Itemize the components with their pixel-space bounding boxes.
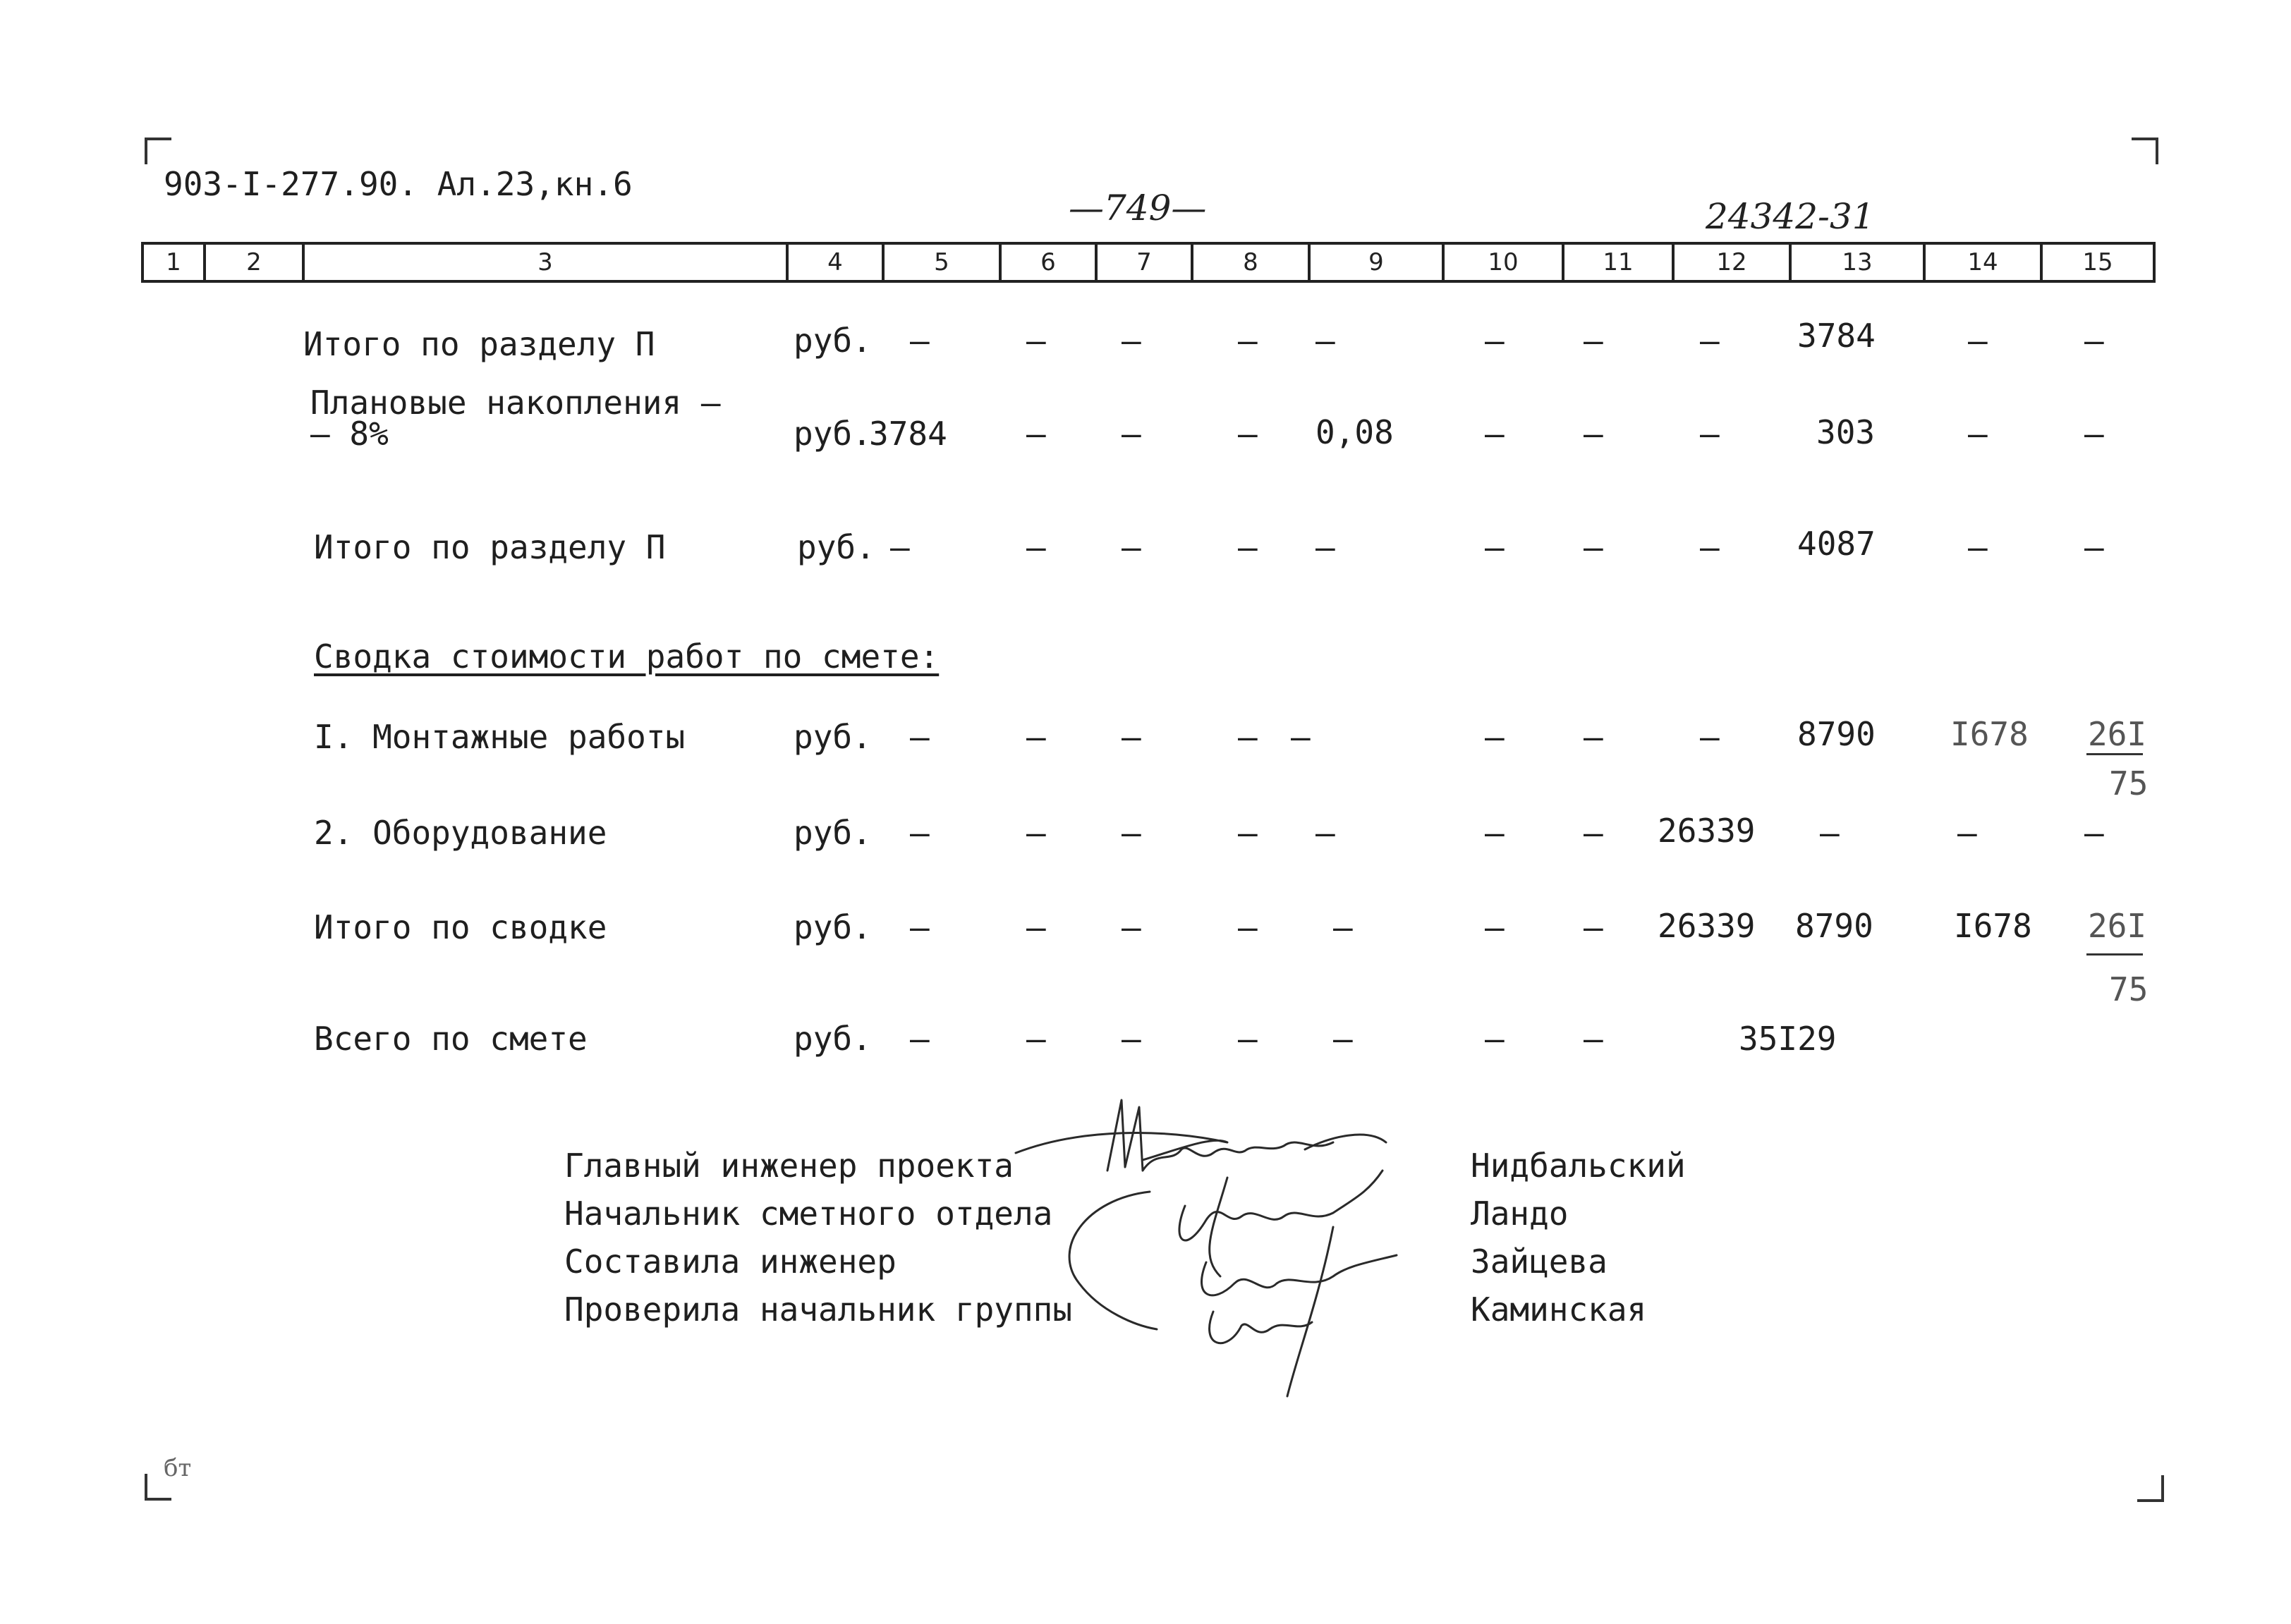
row-6-col12: 26339 [1658,907,1756,945]
page-number: —749— [1069,188,1207,228]
reference-number: 24342-31 [1706,196,1875,237]
row-5-col7: – [1122,814,1141,852]
row-6-unit: руб. [794,908,872,946]
header-col-10: 10 [1442,245,1562,280]
row-1-col8: – [1238,322,1258,360]
row-4-col12: – [1700,718,1720,756]
header-col-12: 12 [1672,245,1789,280]
row-1-col7: – [1122,322,1141,360]
row-2-col13: 303 [1816,413,1876,451]
signature-role-compiled-by: Составила инженер [564,1243,897,1281]
row-2-col6: – [1026,415,1046,453]
row-7-unit: руб. [794,1020,872,1058]
row-3-label: Итого по разделу П [314,528,666,566]
row-1-col13: 3784 [1797,317,1876,355]
row-1-col10: – [1485,322,1505,360]
row-2-col15: – [2084,415,2104,453]
row-3-col8: – [1238,528,1258,566]
row-5-col13: – [1820,814,1840,852]
row-6-col5: – [910,908,930,946]
signature-name-compiled-by: Зайцева [1471,1243,1608,1281]
header-col-3: 3 [302,245,786,280]
footer-mark: бт [164,1454,192,1482]
row-6-col6: – [1026,908,1046,946]
header-col-7: 7 [1095,245,1191,280]
signature-name-estimate-head: Ландо [1471,1195,1569,1233]
header-col-8: 8 [1191,245,1308,280]
row-5-col11: – [1584,814,1603,852]
row-4-col15-fraction-line [2086,753,2143,755]
row-1-col11: – [1584,322,1603,360]
document-code: 903-I-277.90. Ал.23,кн.6 [164,165,633,203]
signature-role-estimate-head: Начальник сметного отдела [564,1195,1053,1233]
header-col-1: 1 [166,248,181,276]
row-5-col12: 26339 [1658,812,1756,850]
row-4-col13: 8790 [1797,715,1876,753]
row-4-col6: – [1026,718,1046,756]
row-7-col6: – [1026,1020,1046,1058]
row-1-col12: – [1700,322,1720,360]
row-6-col7: – [1122,908,1141,946]
row-3-col11: – [1584,528,1603,566]
row-7-col11: – [1584,1020,1603,1058]
row-7-col5: – [910,1020,930,1058]
row-3-col14: – [1968,528,1988,566]
header-col-9: 9 [1308,245,1442,280]
row-4-col5: – [910,718,930,756]
row-7-col8: – [1238,1020,1258,1058]
row-2-col14: – [1968,415,1988,453]
row-5-label: 2. Оборудование [314,814,607,852]
row-5-col6: – [1026,814,1046,852]
row-2-label-line1: Плановые накопления – [310,384,721,422]
row-3-col15: – [2084,528,2104,566]
row-6-col11: – [1584,908,1603,946]
row-2-col11: – [1584,415,1603,453]
header-col-5: 5 [882,245,999,280]
row-2-col5: 3784 [869,415,947,453]
row-5-col10: – [1485,814,1505,852]
row-2-col9: 0,08 [1315,413,1394,451]
row-5-col15: – [2084,814,2104,852]
row-1-unit: руб. [794,322,872,360]
row-2-col12: – [1700,415,1720,453]
signature-role-chief-engineer: Главный инженер проекта [564,1147,1014,1185]
row-3-col13: 4087 [1797,525,1876,563]
column-header-row [141,242,2156,283]
summary-title: Сводка стоимости работ по смете: [314,637,940,676]
row-6-col15-fraction-line [2086,953,2143,956]
row-1-col6: – [1026,322,1046,360]
row-4-unit: руб. [794,718,872,756]
row-5-col14: – [1957,814,1977,852]
row-6-col9: – [1333,908,1353,946]
row-4-col7: – [1122,718,1141,756]
row-1-col14: – [1968,322,1988,360]
row-7-col7: – [1122,1020,1141,1058]
row-4-col11: – [1584,718,1603,756]
row-3-col7: – [1122,528,1141,566]
row-3-col12: – [1700,528,1720,566]
row-4-col9: – [1291,718,1311,756]
corner-mark-bottom-right [2137,1475,2164,1502]
row-5-col5: – [910,814,930,852]
row-3-col6: – [1026,528,1046,566]
row-7-label: Всего по смете [314,1020,588,1058]
signature-name-chief-engineer: Нидбальский [1471,1147,1686,1185]
handwritten-signatures [1002,1086,1453,1403]
row-2-col10: – [1485,415,1505,453]
row-2-unit: руб. [794,415,872,453]
row-1-col15: – [2084,322,2104,360]
row-4-col14: I678 [1950,715,2029,753]
corner-mark-top-right [2132,138,2158,164]
row-6-col8: – [1238,908,1258,946]
row-4-col8: – [1238,718,1258,756]
row-4-label: I. Монтажные работы [314,718,686,756]
signature-role-checked-by: Проверила начальник группы [564,1290,1073,1329]
header-col-15: 15 [2040,245,2153,280]
header-col-2: 2 [203,245,302,280]
signature-name-checked-by: Каминская [1471,1290,1647,1329]
row-7-col10: – [1485,1020,1505,1058]
row-3-unit: руб. [797,528,875,566]
row-3-col5: – [890,528,910,566]
row-2-label-line2: – 8% [310,415,389,453]
row-5-col8: – [1238,814,1258,852]
row-3-col9: – [1315,528,1335,566]
header-col-4: 4 [786,245,882,280]
row-6-col15-top: 26I [2088,907,2147,945]
row-7-col9: – [1333,1020,1353,1058]
row-6-col13: 8790 [1795,907,1873,945]
header-col-6: 6 [999,245,1095,280]
header-col-14: 14 [1923,245,2040,280]
row-2-col8: – [1238,415,1258,453]
header-col-13: 13 [1789,245,1923,280]
row-6-col10: – [1485,908,1505,946]
header-col-11: 11 [1562,245,1672,280]
row-1-label: Итого по разделу П [303,325,655,363]
row-1-col5: – [910,322,930,360]
row-4-col15-top: 26I [2088,715,2147,753]
row-3-col10: – [1485,528,1505,566]
row-5-col9: – [1315,814,1335,852]
row-4-col15-bottom: 75 [2109,764,2149,802]
row-5-unit: руб. [794,814,872,852]
row-4-col10: – [1485,718,1505,756]
row-2-col7: – [1122,415,1141,453]
row-6-col14: I678 [1954,907,2032,945]
row-6-label: Итого по сводке [314,908,607,946]
row-1-col9: – [1315,322,1335,360]
row-6-col15-bottom: 75 [2109,970,2149,1008]
corner-mark-top-left [145,138,171,164]
row-7-total: 35I29 [1739,1020,1837,1058]
